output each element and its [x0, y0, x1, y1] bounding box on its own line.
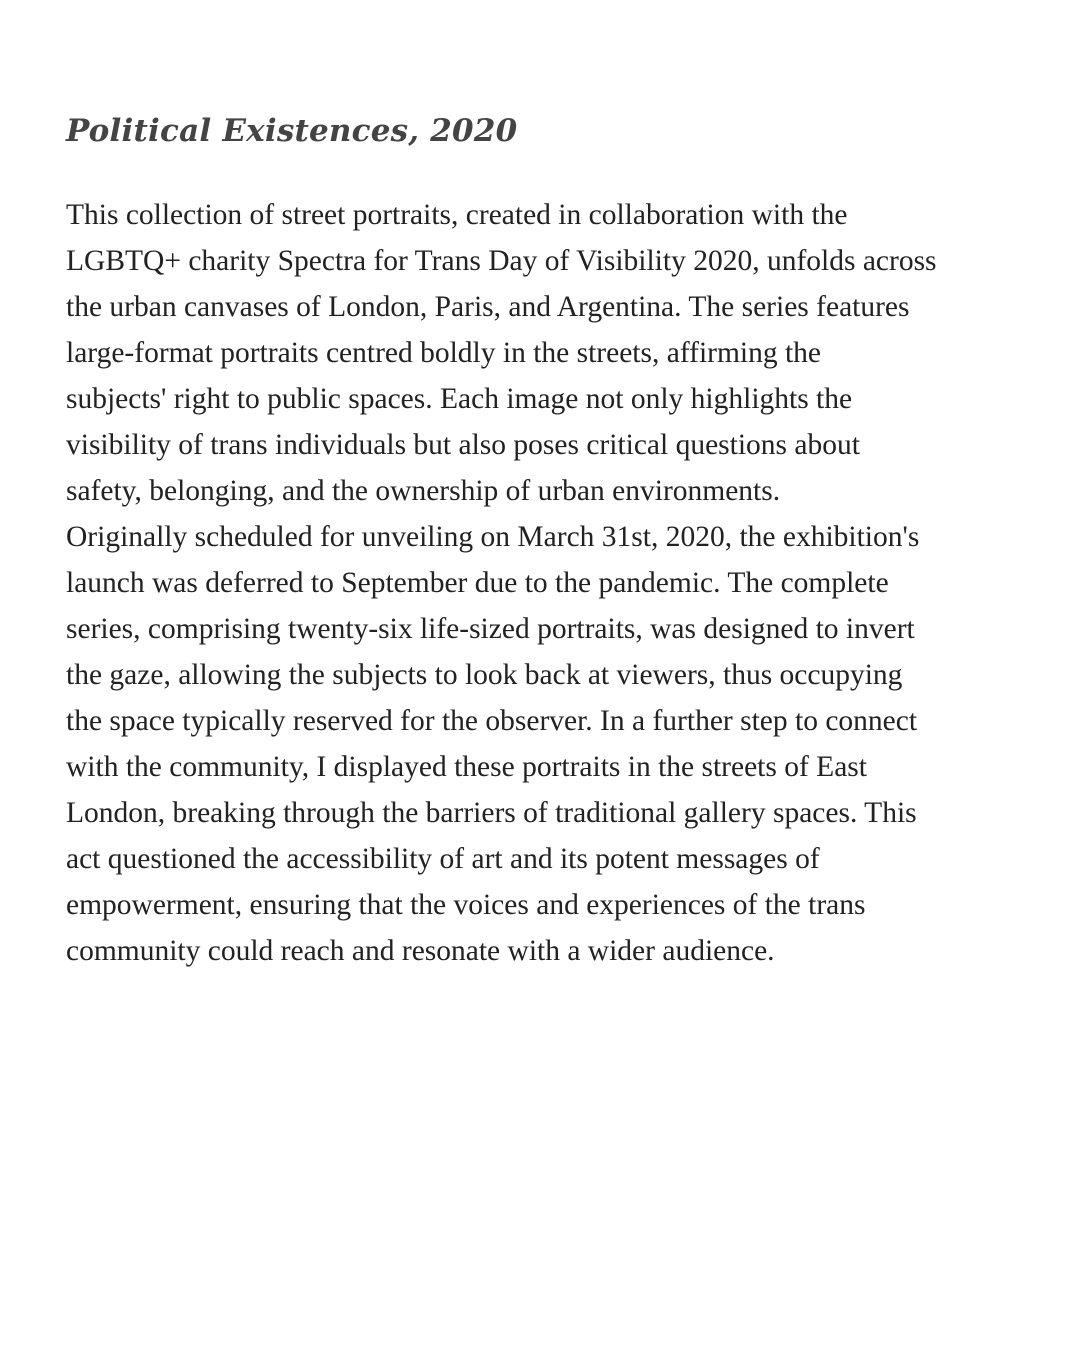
- text-line: subjects' right to public spaces. Each image not only highlights the: [66, 383, 853, 415]
- article: [66, 108, 1016, 974]
- text-line: launch was deferred to September due to the pandemic. The complete: [66, 567, 889, 599]
- text-line: series, comprising twenty-six life-sized portraits, was designed to invert: [66, 613, 915, 645]
- text-line: This collection of street portraits, created in collaboration with the: [66, 199, 848, 231]
- text-line: community could reach and resonate with a wider audience.: [66, 935, 775, 967]
- description-paragraph: [66, 192, 1016, 974]
- text-line: with the community, I displayed these portraits in the streets of East: [66, 751, 867, 783]
- text-line: the gaze, allowing the subjects to look back at viewers, thus occupying: [66, 659, 903, 691]
- text-line: empowerment, ensuring that the voices and experiences of the trans: [66, 889, 866, 921]
- text-line: Originally scheduled for unveiling on March 31st, 2020, the exhibition's: [66, 521, 920, 553]
- text-line: large-format portraits centred boldly in the streets, affirming the: [66, 337, 822, 369]
- page-title: Political Existences, 2020: [66, 113, 518, 149]
- text-line: the urban canvases of London, Paris, and Argentina. The series features: [66, 291, 910, 323]
- text-line: act questioned the accessibility of art and its potent messages of: [66, 843, 820, 875]
- text-line: LGBTQ+ charity Spectra for Trans Day of Visibility 2020, unfolds across: [66, 245, 937, 277]
- text-line: safety, belonging, and the ownership of urban environments.: [66, 475, 781, 507]
- text-line: visibility of trans individuals but also poses critical questions about: [66, 429, 860, 461]
- text-line: the space typically reserved for the observer. In a further step to connect: [66, 705, 918, 737]
- text-line: London, breaking through the barriers of traditional gallery spaces. This: [66, 797, 917, 829]
